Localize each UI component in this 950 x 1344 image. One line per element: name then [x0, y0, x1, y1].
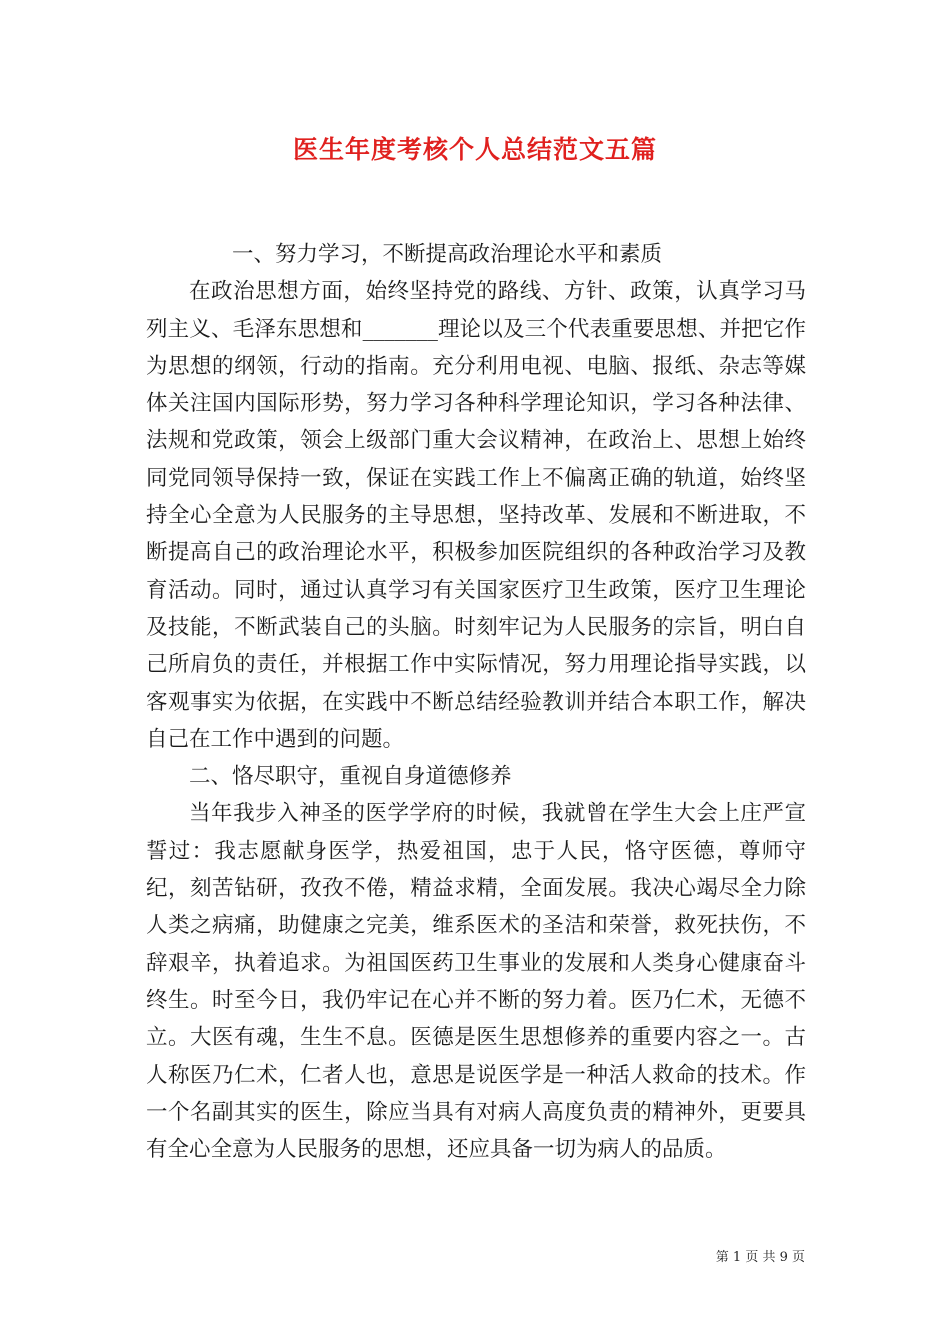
section-heading-1: 一、努力学习，不断提高政治理论水平和素质 — [232, 242, 663, 267]
paragraph-1: 在政治思想方面，始终坚持党的路线、方针、政策，认真学习马列主义、毛泽东思想和_______理论以及三个代表重要思想、并把它作为思想的纲领，行动的指南。充分利用电视、电脑、报纸、杂志等媒体关注国内国际形势，努力学习各种科学理论知识，学习各种法律、法规和党政策，领会上级部门重大会议精神，在政治上、思想上始终同党同领导保持一致，保证在实践工作上不偏离正确的轨道，始终坚持全心全意为人民服务的主导思想，坚持改革、发展和不断进取，不断提高自己的政治理论水平，积极参加医院组织的各种政治学习及教育活动。同时，通过认真学习有关国家医疗卫生政策，医疗卫生理论及技能，不断武装自己的头脑。时刻牢记为人民服务的宗旨，明白自己所肩负的责任，并根据工作中实际情况，努力用理论指导实践，以客观事实为依据，在实践中不断总结经验教训并结合本职工作，解决自己在工作中遇到的问题。 — [146, 279, 806, 752]
document-body — [146, 236, 806, 1168]
page-number-footer: 第 1 页 共 9 页 — [715, 1250, 805, 1265]
paragraph-2: 当年我步入神圣的医学学府的时候，我就曾在学生大会上庄严宣誓过：我志愿献身医学，热爱祖国，忠于人民，恪守医德，尊师守纪，刻苦钻研，孜孜不倦，精益求精，全面发展。我决心竭尽全力除人类之病痛，助健康之完美，维系医术的圣洁和荣誉，救死扶伤，不辞艰辛，执着追求。为祖国医药卫生事业的发展和人类身心健康奋斗终生。时至今日，我仍牢记在心并不断的努力着。医乃仁术，无德不立。大医有魂，生生不息。医德是医生思想修养的重要内容之一。古人称医乃仁术，仁者人也，意思是说医学是一种活人救命的技术。作一个名副其实的医生，除应当具有对病人高度负责的精神外，更要具有全心全意为人民服务的思想，还应具备一切为病人的品质。 — [146, 801, 806, 1163]
section-heading-2: 二、恪尽职守，重视自身道德修养 — [189, 764, 512, 790]
document-title: 医生年度考核个人总结范文五篇 — [292, 135, 657, 164]
